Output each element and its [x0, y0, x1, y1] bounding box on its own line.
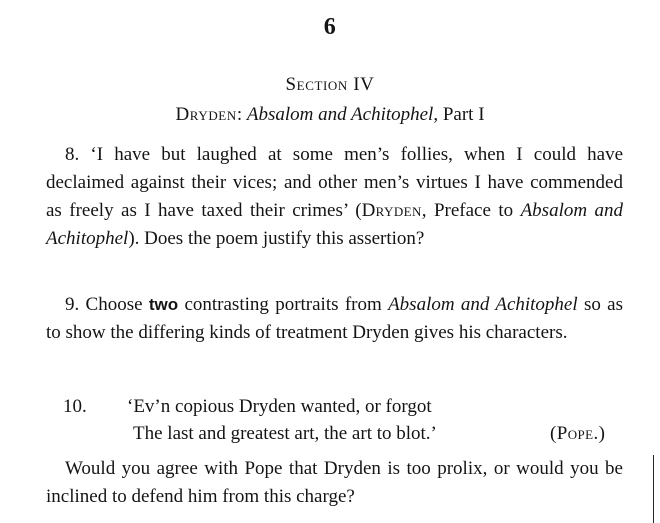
work-separator: :	[236, 104, 247, 125]
question-8-number: 8.	[65, 144, 80, 165]
work-heading	[0, 104, 660, 126]
question-8-source-close: ).	[128, 228, 140, 249]
question-8-question: Does the poem justify this assertion?	[139, 228, 425, 249]
question-9-number: 9.	[65, 294, 80, 315]
question-10-quote-line-2: The last and greatest art, the art to blot.’	[133, 423, 437, 444]
section-heading: Section IV	[285, 74, 375, 95]
question-8-source-title: Absalom and Achitophel	[46, 200, 624, 249]
question-8-source-mid: , Preface to	[421, 200, 521, 221]
work-author: Dryden	[175, 104, 237, 125]
question-10-source: (Pope.)	[550, 423, 606, 444]
question-9-title: Absalom and Achitophel	[388, 294, 578, 315]
question-8-source-open: (	[347, 200, 362, 221]
question-9-bold: two	[148, 295, 179, 314]
question-9-text-a: Choose	[79, 294, 149, 315]
page-number: 6	[323, 14, 337, 40]
question-8-text	[46, 141, 623, 253]
question-9-text-b: contrasting portraits from	[178, 294, 389, 315]
question-9-text-c: so as to show the differing kinds of treatment Dryden gives his characters.	[46, 294, 623, 343]
work-title: Absalom and Achitophel	[246, 104, 434, 125]
question-8	[46, 141, 623, 253]
question-9-text	[46, 291, 623, 347]
question-10-quote-line-1: ‘Ev’n copious Dryden wanted, or forgot	[127, 396, 432, 417]
question-8-source-author: Dryden	[361, 200, 422, 221]
margin-rule	[653, 455, 654, 523]
question-8-quote: ‘I have but laughed at some men’s follies, when I could have declaimed against their vices; and other men’s virtues I have commended as freely as I have taxed their crimes’	[46, 144, 624, 221]
question-10-number: 10.	[63, 396, 87, 417]
question-9	[46, 291, 623, 347]
work-part: , Part I	[433, 104, 485, 125]
question-10-question: Would you agree with Pope that Dryden is too prolix, or would you be inclined to defend him from this charge?	[46, 458, 623, 507]
